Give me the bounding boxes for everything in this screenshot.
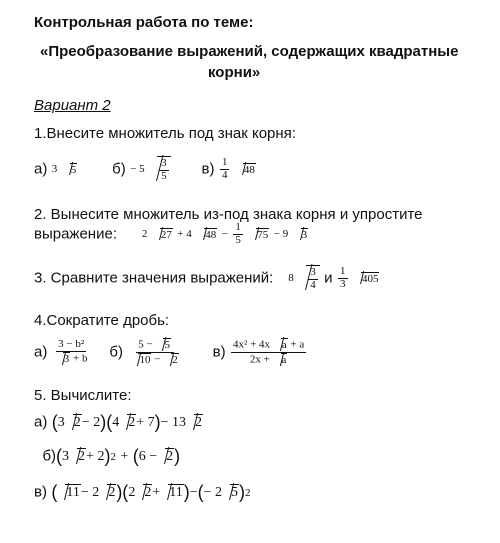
task2-t4-op: − 9 bbox=[273, 228, 289, 241]
task5-a-p2a: 4 bbox=[112, 414, 120, 430]
task5-c-p3a: − 2 bbox=[203, 484, 223, 500]
header-line-3: корни» bbox=[208, 64, 261, 81]
task4-c-num-radicand: a bbox=[281, 339, 287, 351]
task5-c-p3-exp: 2 bbox=[245, 486, 251, 499]
task2-t3-op: − bbox=[221, 228, 228, 241]
task1-a-coef: 3 bbox=[51, 163, 58, 176]
task5-c-p1-radicand-1: 11 bbox=[66, 485, 80, 500]
task1-a-radical bbox=[63, 163, 78, 176]
header-line-1: Контрольная работа по теме: bbox=[34, 14, 254, 31]
task4-a-den-rest: + b bbox=[73, 351, 88, 364]
task1-c-num: 1 bbox=[221, 156, 228, 168]
task5-c-p1-mid: − 2 bbox=[80, 484, 100, 500]
task4-items bbox=[34, 338, 307, 366]
task5-c-p2-radicand-1: 2 bbox=[144, 485, 152, 500]
task5-b-p1a: 3 bbox=[62, 448, 70, 464]
task4-c-den-radicand: a bbox=[281, 353, 287, 366]
header-line-2: «Преобразование выражений, содержащих квадратные bbox=[40, 43, 459, 60]
task1-b-label: б) bbox=[112, 160, 126, 178]
task5-b-p1-radicand: 2 bbox=[78, 449, 86, 464]
task3-text: 3. Сравните значения выражений: bbox=[34, 269, 274, 287]
task3-e2-fraction bbox=[338, 266, 348, 290]
task1-a-radicand: 5 bbox=[70, 163, 77, 176]
task2-line-1: 2. Вынесите множитель из-под знака корня и упростите bbox=[34, 206, 423, 223]
task1-items bbox=[34, 156, 256, 182]
task5-c-row: в) ( 11− 2 2)(2 2+ 11)−(− 2 5)2 bbox=[34, 482, 251, 502]
task4-c-label: в) bbox=[212, 343, 226, 361]
task5-a-p1-radicand: 2 bbox=[73, 415, 81, 430]
task5-c-p1-radicand-2: 2 bbox=[108, 485, 116, 500]
task5-b-row: б)(3 2+ 2)2 + (6 − 2) bbox=[42, 446, 181, 466]
task2-line-2: выражение: bbox=[34, 225, 117, 243]
task4-a-label: а) bbox=[34, 343, 48, 361]
task5-a-p2b: + 7 bbox=[136, 414, 155, 430]
task5-a-tail-radicand: 2 bbox=[195, 415, 203, 430]
task4-a-num: 3 − b² bbox=[58, 338, 85, 350]
task4-b-fraction bbox=[128, 338, 180, 366]
task5-text: 5. Вычислите: bbox=[34, 387, 132, 404]
task5-a-p1a: 3 bbox=[57, 414, 65, 430]
task2-t3-den: 5 bbox=[235, 233, 241, 246]
task5-b-exp: 2 bbox=[110, 450, 116, 463]
task5-c-p2-mid: + bbox=[152, 484, 161, 500]
task1-text: 1.Внесите множитель под знак корня: bbox=[34, 125, 296, 142]
task4-a-fraction bbox=[53, 339, 90, 365]
task2-t3-radicand: 75 bbox=[257, 228, 269, 241]
task4-b-den-radicand-1: 10 bbox=[139, 353, 151, 366]
task5-b-plus: + bbox=[120, 448, 129, 464]
task5-a-p2-radicand: 2 bbox=[128, 415, 136, 430]
task4-c-fraction bbox=[231, 338, 306, 366]
task5-a-label: а) bbox=[34, 413, 48, 431]
task1-c-radicand: 48 bbox=[243, 163, 255, 176]
task5-c-p2a: 2 bbox=[128, 484, 136, 500]
task5-b-label: б) bbox=[42, 447, 57, 465]
task5-a-p1b: − 2 bbox=[81, 414, 101, 430]
task4-c-num-a: 4x² + 4x bbox=[233, 338, 271, 351]
task3-e1-num: 3 bbox=[310, 266, 316, 278]
task1-b-num: 3 bbox=[161, 157, 167, 169]
task4-c-num-b: + a bbox=[290, 338, 305, 351]
task5-a-row: а) (3 2− 2)(4 2+ 7)− 13 2 bbox=[34, 412, 203, 432]
task3-e1-den: 4 bbox=[310, 278, 316, 291]
task2-t2-op: + 4 bbox=[177, 228, 192, 241]
task1-b-radical bbox=[150, 156, 171, 182]
task4-b-den-radicand-2: 2 bbox=[172, 353, 178, 366]
task4-c-den-a: 2x + bbox=[249, 352, 270, 365]
task5-b-p2a: 6 − bbox=[138, 448, 158, 464]
variant-title: Вариант 2 bbox=[34, 97, 111, 114]
task4-a-den-radicand: 3 bbox=[63, 352, 70, 365]
task3-e2-num: 1 bbox=[340, 265, 346, 277]
task4-b-den-mid: − bbox=[154, 352, 161, 365]
task1-c-label: в) bbox=[201, 160, 215, 178]
task2-t3-fraction bbox=[233, 222, 243, 246]
task3-e2-den: 3 bbox=[340, 277, 346, 290]
task4-text: 4.Сократите дробь: bbox=[34, 312, 170, 329]
task1-b-den: 5 bbox=[161, 169, 167, 182]
task1-b-coef: − 5 bbox=[130, 163, 145, 176]
task1-a-label: а) bbox=[34, 160, 48, 178]
task3-row bbox=[34, 265, 379, 291]
task5-b-p1b: + 2 bbox=[86, 448, 105, 464]
task3-e2-radical bbox=[354, 272, 380, 285]
task4-b-num-radicand: 5 bbox=[164, 339, 170, 351]
task2-t4-radical bbox=[294, 228, 309, 241]
task1-c-fraction bbox=[220, 157, 230, 181]
task1-c-den: 4 bbox=[221, 168, 228, 181]
task4-b-num-a: 5 − bbox=[138, 338, 153, 351]
task2-t1-coef: 2 bbox=[141, 228, 148, 241]
task3-e1-coef: 8 bbox=[288, 272, 294, 285]
task2-t1-radical bbox=[153, 228, 173, 241]
task2-t4-radicand: 3 bbox=[301, 228, 308, 241]
task2-t1-radicand: 27 bbox=[160, 228, 172, 241]
task2-t2-radical bbox=[197, 228, 217, 241]
task3-e2-radicand: 405 bbox=[361, 272, 379, 285]
task3-e1-radical bbox=[299, 265, 320, 291]
task5-a-tail: − 13 bbox=[160, 414, 187, 430]
task1-c-radical bbox=[236, 163, 256, 176]
task2-t2-radicand: 48 bbox=[205, 228, 217, 241]
task2-t3-radical bbox=[249, 228, 269, 241]
task4-b-label: б) bbox=[109, 343, 124, 361]
task5-c-p3-radicand: 5 bbox=[231, 485, 239, 500]
task2-t3-num: 1 bbox=[235, 221, 241, 233]
task5-b-p2-radicand: 2 bbox=[166, 449, 174, 464]
task3-and: и bbox=[324, 269, 333, 287]
task2-line-2-row bbox=[34, 222, 308, 246]
task5-c-p2-radicand-2: 11 bbox=[169, 485, 183, 500]
task5-c-label: в) bbox=[34, 483, 47, 501]
task5-c-minus: − bbox=[189, 484, 198, 500]
